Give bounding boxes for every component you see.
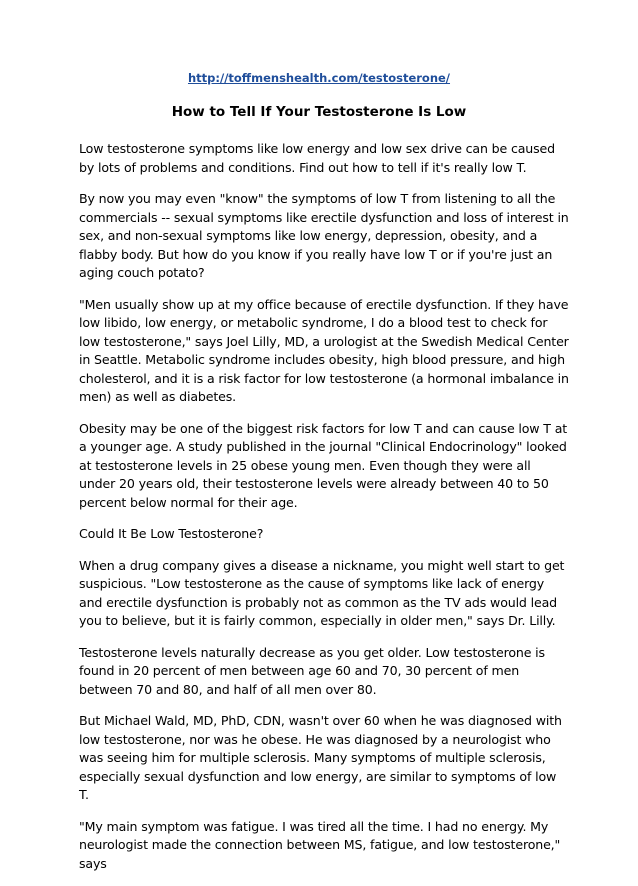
page-title: How to Tell If Your Testosterone Is Low: [171, 104, 467, 120]
paragraph-symptoms: By now you may even "know" the symptoms of low T from listening to all the commercials -- sexual symptoms like erectile dysfunction and loss of interest in sex, and non-sexual symptoms like low energy, depression, obesity, and a flabby body. But how do you know if you really have low T or if you're just an aging couch potato?: [79, 191, 569, 280]
source-url-link[interactable]: http://toffmenshealth.com/testosterone/: [187, 71, 451, 85]
paragraph-drug-company: When a drug company gives a disease a nickname, you might well start to get suspicious. "Low testosterone as the cause of symptoms like lack of energy and erectile dysfunction is probably not as common as the TV ads would lead you to believe, but it is fairly common, especially in older men," says Dr. Lilly.: [79, 557, 565, 628]
paragraph-intro: Low testosterone symptoms like low energy and low sex drive can be caused by lots of problems and conditions. Find out how to tell if it's really low T.: [79, 141, 555, 175]
paragraph-obesity: Obesity may be one of the biggest risk factors for low T and can cause low T at a younger age. A study published in the journal "Clinical Endocrinology" looked at testosterone levels in 25 obese young men. Even though they were all under 20 years old, their testosterone levels were already between 40 to 50 percent below normal for their age.: [79, 420, 568, 510]
article-body: [79, 140, 569, 886]
paragraph-age: Testosterone levels naturally decrease as you get older. Low testosterone is found in 20 percent of men between age 60 and 70, 30 percent of men between 70 and 80, and half of all men over 80.: [79, 644, 545, 697]
paragraph-fatigue-quote: "My main symptom was fatigue. I was tired all the time. I had no energy. My neurologist made the connection between MS, fatigue, and low testosterone," says: [79, 818, 561, 871]
section-heading: Could It Be Low Testosterone?: [79, 526, 264, 541]
paragraph-lilly-quote: "Men usually show up at my office because of erectile dysfunction. If they have low libido, low energy, or metabolic syndrome, I do a blood test to check for low testosterone," says Joel Lilly, MD, a urologist at the Swedish Medical Center in Seattle. Metabolic syndrome includes obesity, high blood pressure, and high cholesterol, and it is a risk factor for low testosterone (a hormonal imbalance in men) as well as diabetes.: [79, 296, 569, 404]
paragraph-wald: But Michael Wald, MD, PhD, CDN, wasn't over 60 when he was diagnosed with low testosterone, nor was he obese. He was diagnosed by a neurologist who was seeing him for multiple sclerosis. Many symptoms of multiple sclerosis, especially sexual dysfunction and low energy, are similar to symptoms of low T.: [79, 713, 562, 802]
